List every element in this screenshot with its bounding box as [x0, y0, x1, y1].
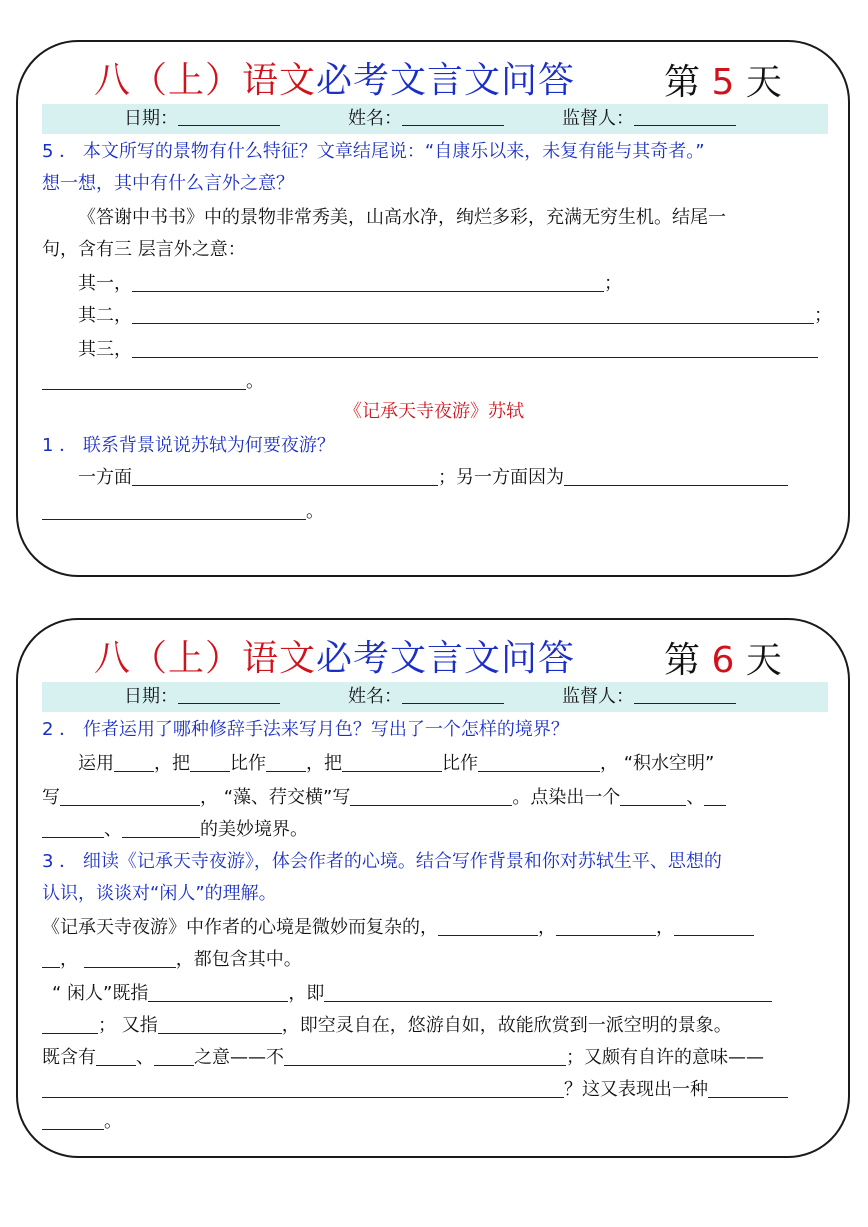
worksheet-card-day6	[16, 618, 850, 1158]
supervisor-blank[interactable]	[634, 105, 736, 126]
a3-blank-11[interactable]	[42, 1077, 564, 1098]
answer-2-line2	[42, 784, 826, 812]
a3-blank-4[interactable]	[84, 947, 176, 968]
a2-blank-9[interactable]	[704, 785, 726, 806]
second-blank[interactable]	[132, 303, 814, 324]
answer-3-line2	[42, 946, 826, 974]
day-label	[664, 632, 782, 683]
answer-1-line1	[42, 464, 826, 492]
a2-blank-6[interactable]	[60, 785, 200, 806]
answer-3-line7	[42, 1108, 826, 1136]
date-blank[interactable]	[178, 105, 280, 126]
a2-blank-3[interactable]	[266, 751, 306, 772]
period: 。	[104, 1111, 122, 1132]
name-field[interactable]	[348, 682, 504, 712]
supervisor-field[interactable]	[562, 104, 736, 134]
answer-5-third	[42, 336, 826, 364]
date-field[interactable]	[124, 682, 280, 712]
answer-5-third-cont	[42, 368, 826, 396]
supervisor-blank[interactable]	[634, 683, 736, 704]
supervisor-field[interactable]	[562, 682, 736, 712]
card-title	[94, 52, 575, 103]
day-suffix: 天	[745, 62, 782, 103]
answer-3-line3	[42, 980, 826, 1008]
date-label: 日期：	[124, 108, 178, 129]
day-suffix: 天	[745, 640, 782, 681]
question-3-line2: 认识，谈谈对“闲人”的理解。	[42, 883, 277, 904]
a2-text: 比作	[442, 753, 478, 774]
a3-blank-1[interactable]	[438, 915, 538, 936]
answer-5-line1: 《答谢中书书》中的景物非常秀美，山高水净，绚烂多彩，充满无穷生机。结尾一	[78, 207, 726, 228]
a2-text: ，把	[306, 753, 342, 774]
a3-text: ，都包含其中。	[175, 949, 302, 970]
second-label: 其二，	[78, 305, 132, 326]
answer-1-label-b: ；另一方面因为	[438, 467, 564, 488]
answer-2-line3	[42, 816, 826, 844]
semicolon: ；	[814, 305, 832, 326]
comma: ，	[538, 917, 556, 938]
a3-blank-9[interactable]	[154, 1045, 194, 1066]
a3-text: ； 又指	[98, 1015, 158, 1036]
info-bar	[42, 104, 828, 134]
comma: ，	[60, 949, 78, 970]
day-label	[664, 54, 782, 105]
a2-blank-5[interactable]	[478, 751, 600, 772]
answer-3-line6	[42, 1076, 826, 1104]
a3-blank-3[interactable]	[674, 915, 754, 936]
answer-3-line4	[42, 1012, 826, 1040]
answer-2-line1	[42, 750, 826, 778]
a2-text: ， “积水空明”	[600, 753, 715, 774]
first-label: 其一，	[78, 273, 132, 294]
title-topic: 必考文言文问答	[316, 60, 576, 101]
question-5-line1: 5 ． 本文所写的景物有什么特征？文章结尾说：“自康乐以来，未复有能与其奇者。”	[42, 141, 705, 162]
answer-3-line5	[42, 1044, 826, 1072]
a3-text: 之意——不	[194, 1047, 284, 1068]
name-blank[interactable]	[402, 105, 504, 126]
a3-text: ，即	[288, 983, 325, 1004]
date-label: 日期：	[124, 686, 178, 707]
day-prefix: 第	[664, 62, 701, 103]
first-blank[interactable]	[132, 271, 604, 292]
a3-blank-7[interactable]	[158, 1013, 282, 1034]
answer-1-blank-b[interactable]	[564, 465, 788, 486]
a2-text: 。点染出一个	[512, 787, 621, 808]
name-label: 姓名：	[348, 686, 402, 707]
date-blank[interactable]	[178, 683, 280, 704]
a2-text: 的美妙境界。	[200, 819, 308, 840]
a3-text: “ 闲人”既指	[52, 983, 149, 1004]
a2-text: ，把	[154, 753, 190, 774]
title-subject: 语文	[242, 638, 317, 679]
day-prefix: 第	[664, 640, 701, 681]
semicolon: ；	[604, 273, 622, 294]
answer-5-first	[42, 270, 826, 298]
question-1: 1 ． 联系背景说说苏轼为何要夜游？	[42, 435, 335, 456]
name-blank[interactable]	[402, 683, 504, 704]
a3-text: ；又颇有自许的意味——	[566, 1047, 764, 1068]
date-field[interactable]	[124, 104, 280, 134]
a3-blank-12-cont[interactable]	[42, 1109, 104, 1130]
day-number: 6	[711, 640, 735, 681]
a2-text: 、	[686, 787, 705, 808]
third-blank[interactable]	[132, 337, 818, 358]
answer-1-label-a: 一方面	[78, 467, 132, 488]
answer-1-blank-a[interactable]	[132, 465, 438, 486]
answer-5-line2: 句，含有三 层言外之意：	[42, 239, 246, 260]
question-5-line2: 想一想，其中有什么言外之意？	[42, 173, 294, 194]
supervisor-label: 监督人：	[562, 686, 634, 707]
a3-blank-6-cont[interactable]	[42, 1013, 98, 1034]
a2-text: 运用	[78, 753, 114, 774]
card-title	[94, 630, 575, 681]
a2-text: 写	[42, 787, 60, 808]
a3-text: 既含有	[42, 1047, 96, 1068]
a3-blank-10[interactable]	[284, 1045, 566, 1066]
answer-3-line1	[42, 914, 826, 942]
a3-blank-5[interactable]	[148, 981, 288, 1002]
day-number: 5	[711, 62, 735, 103]
name-label: 姓名：	[348, 108, 402, 129]
period: 。	[246, 371, 264, 392]
a3-blank-12[interactable]	[708, 1077, 788, 1098]
title-grade: 八（上）	[94, 638, 243, 679]
title-grade: 八（上）	[94, 60, 243, 101]
a2-blank-10[interactable]	[122, 817, 200, 838]
a2-text: ， “藻、荇交横”写	[200, 787, 351, 808]
a2-blank-2[interactable]	[190, 751, 230, 772]
name-field[interactable]	[348, 104, 504, 134]
poem-title: 《记承天寺夜游》苏轼	[344, 401, 524, 422]
third-blank-cont[interactable]	[42, 369, 246, 390]
a2-blank-8[interactable]	[620, 785, 686, 806]
worksheet-card-day5	[16, 40, 850, 577]
title-topic: 必考文言文问答	[316, 638, 576, 679]
a2-blank-9-cont[interactable]	[42, 817, 104, 838]
a3-blank-2[interactable]	[556, 915, 656, 936]
card-header	[18, 626, 848, 686]
a3-text: ，即空灵自在，悠游自如，故能欣赏到一派空明的景象。	[281, 1015, 732, 1036]
question-2: 2 ． 作者运用了哪种修辞手法来写月色？写出了一个怎样的境界？	[42, 719, 569, 740]
a3-blank-8[interactable]	[96, 1045, 136, 1066]
a3-text: ？这又表现出一种	[564, 1079, 708, 1100]
a2-text: 比作	[230, 753, 266, 774]
third-label: 其三，	[78, 339, 132, 360]
period: 。	[306, 501, 324, 522]
info-bar	[42, 682, 828, 712]
a2-blank-1[interactable]	[114, 751, 154, 772]
comma: ，	[656, 917, 674, 938]
card-header	[18, 48, 848, 108]
answer-1-line2	[42, 498, 826, 526]
question-3-line1: 3 ． 细读《记承天寺夜游》，体会作者的心境。结合写作背景和你对苏轼生平、思想的	[42, 851, 722, 872]
supervisor-label: 监督人：	[562, 108, 634, 129]
a3-blank-6[interactable]	[324, 981, 772, 1002]
a2-text: 、	[104, 819, 122, 840]
answer-5-second	[42, 302, 832, 330]
title-subject: 语文	[242, 60, 317, 101]
a3-text: 、	[136, 1047, 154, 1068]
answer-1-blank-c[interactable]	[42, 499, 306, 520]
a3-blank-3-cont[interactable]	[42, 947, 60, 968]
a3-text: 《记承天寺夜游》中作者的心境是微妙而复杂的，	[42, 917, 438, 938]
a2-blank-4[interactable]	[342, 751, 442, 772]
a2-blank-7[interactable]	[350, 785, 512, 806]
